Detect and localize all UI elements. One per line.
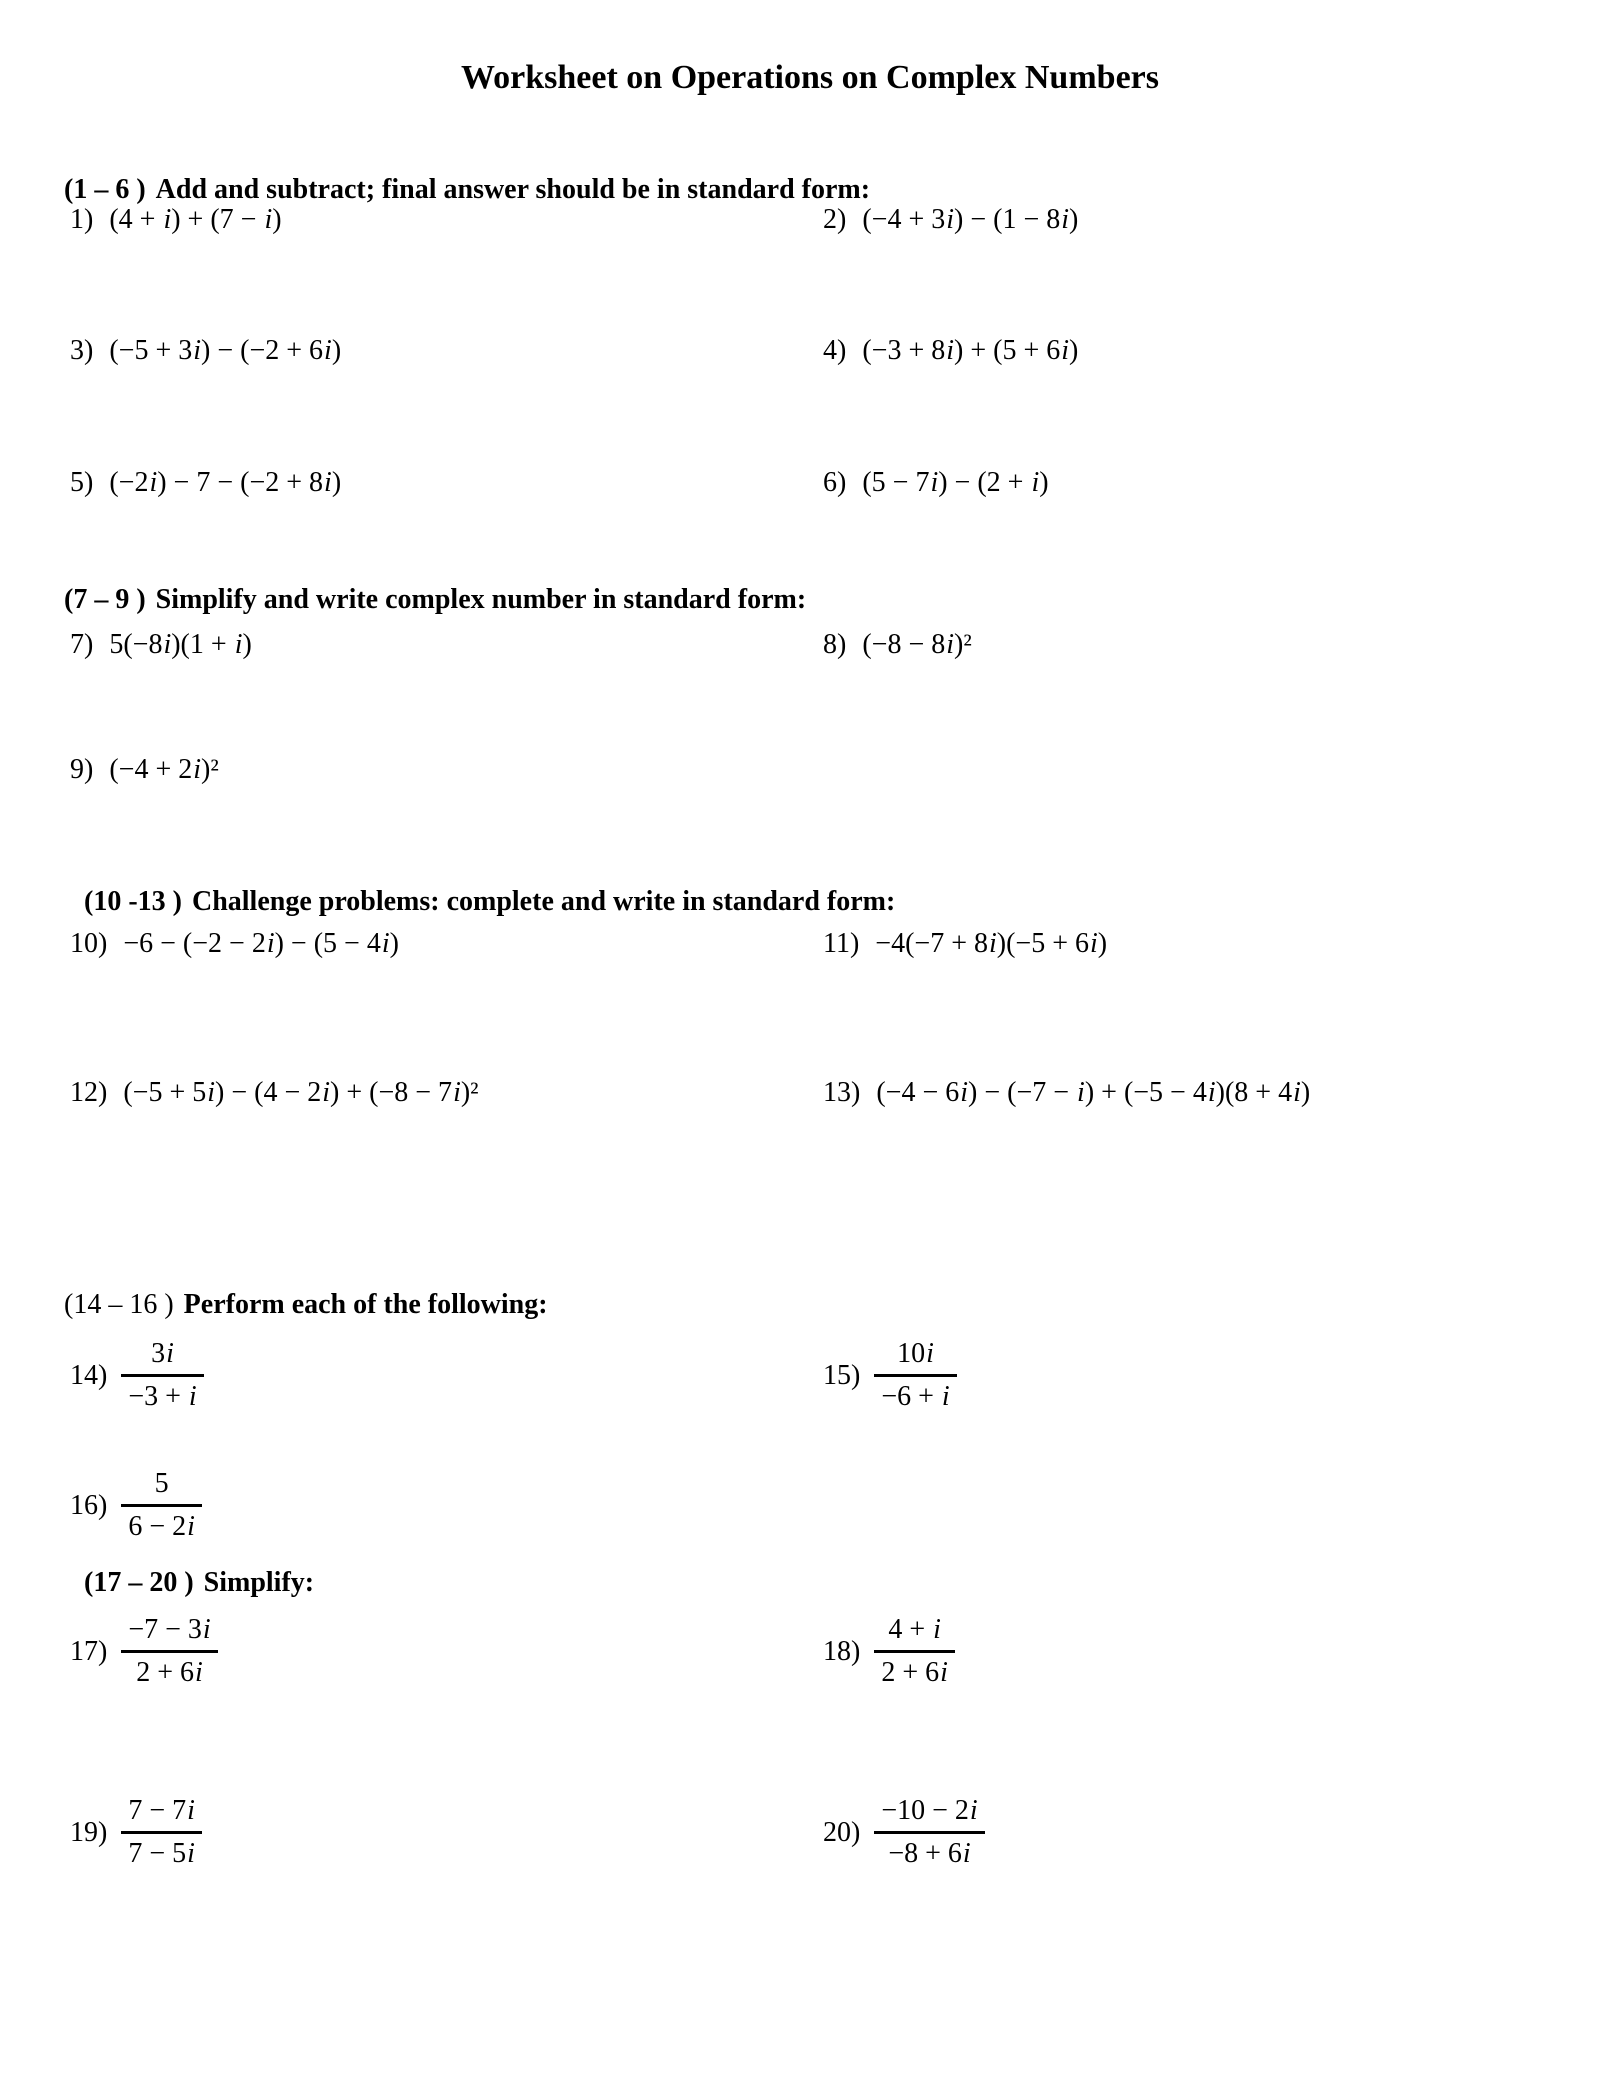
denominator: −8 + 6i — [888, 1838, 971, 1869]
problem-expression: −4(−7 + 8i)(−5 + 6i) — [875, 928, 1108, 959]
problem-number: 16) — [70, 1489, 108, 1521]
problem-5 — [70, 465, 341, 501]
problem-expression: (−3 + 8i) + (5 + 6i) — [862, 335, 1079, 366]
numerator: 10i — [874, 1334, 956, 1377]
problem-14 — [70, 1334, 204, 1417]
section-heading-2 — [64, 582, 806, 618]
problem-expression: −6 − (−2 − 2i) − (5 − 4i) — [123, 928, 399, 959]
fraction — [121, 1464, 202, 1547]
problem-number: 5) — [70, 467, 94, 498]
problem-number: 8) — [823, 629, 847, 660]
problem-number: 3) — [70, 335, 94, 366]
problem-3 — [70, 333, 341, 369]
problem-number: 17) — [70, 1635, 108, 1667]
problem-expression: 5(−8i)(1 + i) — [109, 629, 252, 660]
problem-number: 20) — [823, 1816, 861, 1848]
problem-number: 7) — [70, 629, 94, 660]
problem-number: 11) — [823, 928, 860, 959]
problem-number: 6) — [823, 467, 847, 498]
section-heading-4 — [64, 1287, 548, 1323]
section-heading-text: Add and subtract; final answer should be in standard form: — [155, 174, 871, 205]
problem-9 — [70, 752, 219, 788]
problem-17 — [70, 1610, 218, 1693]
fraction — [121, 1334, 203, 1417]
section-heading-text: Simplify and write complex number in standard form: — [155, 584, 807, 615]
problem-11 — [823, 926, 1107, 962]
fraction — [874, 1610, 955, 1693]
problem-number: 19) — [70, 1816, 108, 1848]
problem-7 — [70, 627, 252, 663]
section-heading-text: Perform each of the following: — [183, 1289, 548, 1320]
section-heading-5 — [84, 1565, 314, 1601]
problem-number: 2) — [823, 204, 847, 235]
problem-number: 13) — [823, 1077, 861, 1108]
problem-number: 10) — [70, 928, 108, 959]
denominator: 2 + 6i — [136, 1657, 203, 1688]
numerator: 7 − 7i — [121, 1791, 202, 1834]
problem-19 — [70, 1791, 202, 1874]
problem-8 — [823, 627, 972, 663]
numerator: 5 — [121, 1464, 202, 1507]
problem-number: 9) — [70, 754, 94, 785]
denominator: −6 + i — [881, 1381, 950, 1412]
problem-expression: (−4 − 6i) − (−7 − i) + (−5 − 4i)(8 + 4i) — [876, 1077, 1311, 1108]
denominator: 2 + 6i — [881, 1657, 948, 1688]
fraction — [121, 1610, 217, 1693]
problem-expression: (−4 + 3i) − (1 − 8i) — [862, 204, 1079, 235]
problem-10 — [70, 926, 399, 962]
problem-number: 4) — [823, 335, 847, 366]
fraction — [121, 1791, 202, 1874]
section-range: (17 – 20 ) — [84, 1567, 194, 1598]
problem-number: 12) — [70, 1077, 108, 1108]
problem-15 — [823, 1334, 957, 1417]
problem-expression: (−8 − 8i)² — [862, 629, 972, 660]
numerator: −7 − 3i — [121, 1610, 217, 1653]
fraction — [874, 1791, 984, 1874]
problem-2 — [823, 202, 1078, 238]
problem-6 — [823, 465, 1049, 501]
problem-expression: (5 − 7i) − (2 + i) — [862, 467, 1049, 498]
problem-4 — [823, 333, 1078, 369]
denominator: 7 − 5i — [128, 1838, 195, 1869]
numerator: −10 − 2i — [874, 1791, 984, 1834]
section-heading-text: Challenge problems: complete and write in standard form: — [191, 886, 896, 917]
problem-number: 18) — [823, 1635, 861, 1667]
fraction — [874, 1334, 956, 1417]
problem-13 — [823, 1075, 1310, 1111]
problem-expression: (−5 + 3i) − (−2 + 6i) — [109, 335, 342, 366]
section-range: (1 – 6 ) — [64, 174, 146, 205]
denominator: 6 − 2i — [128, 1511, 195, 1542]
problem-number: 15) — [823, 1359, 861, 1391]
section-range: (14 – 16 ) — [64, 1289, 174, 1320]
problem-20 — [823, 1791, 985, 1874]
problem-expression: (−5 + 5i) − (4 − 2i) + (−8 − 7i)² — [123, 1077, 479, 1108]
problem-expression: (−4 + 2i)² — [109, 754, 219, 785]
denominator: −3 + i — [128, 1381, 197, 1412]
problem-18 — [823, 1610, 955, 1693]
problem-expression: (4 + i) + (7 − i) — [109, 204, 282, 235]
page-title: Worksheet on Operations on Complex Numbers — [461, 59, 1159, 96]
problem-number: 1) — [70, 204, 94, 235]
numerator: 4 + i — [874, 1610, 955, 1653]
section-range: (7 – 9 ) — [64, 584, 146, 615]
section-heading-3 — [84, 884, 895, 920]
problem-number: 14) — [70, 1359, 108, 1391]
section-heading-text: Simplify: — [203, 1567, 315, 1598]
problem-12 — [70, 1075, 479, 1111]
problem-1 — [70, 202, 282, 238]
problem-16 — [70, 1464, 202, 1547]
numerator: 3i — [121, 1334, 203, 1377]
problem-expression: (−2i) − 7 − (−2 + 8i) — [109, 467, 342, 498]
section-range: (10 -13 ) — [84, 886, 182, 917]
